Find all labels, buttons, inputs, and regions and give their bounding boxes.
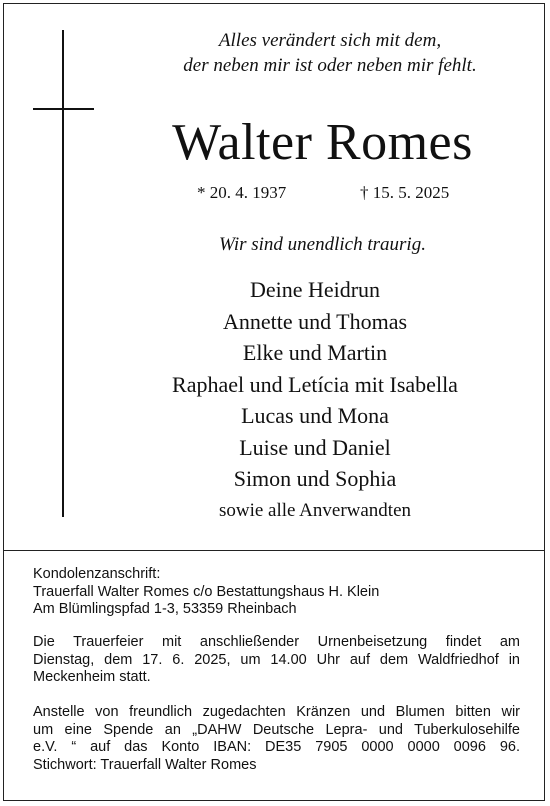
mourner-item: Simon und Sophia (233, 466, 397, 491)
mourner-item: Raphael und Letícia mit Isabella (172, 371, 458, 397)
birth-date: * 20. 4. 1937 (197, 183, 287, 202)
mourner-item-relatives: sowie alle Anverwandten (218, 499, 412, 521)
mourner-item: Elke und Martin (242, 340, 388, 365)
condolence-line-2: Am Blümlingspfad 1-3, 53359 Rheinbach (33, 601, 297, 617)
death-date: † 15. 5. 2025 (360, 183, 450, 202)
sorrow-line: Wir sind unendlich traurig. (219, 234, 426, 255)
mourner-item: Lucas und Mona (241, 403, 389, 428)
mourner-item: Luise und Daniel (239, 434, 391, 460)
donation-line-4: Stichwort: Trauerfall Walter Romes (33, 756, 257, 773)
donation-info (33, 704, 520, 774)
donation-line-1: Anstelle von freundlich zugedachten Kränzen und Blumen bitten wir (33, 704, 520, 720)
donation-line-2: um eine Spende an „DAHW Deutsche Lepra- und Tuberkulosehilfe (33, 721, 520, 738)
ceremony-line-2: Dienstag, dem 17. 6. 2025, um 14.00 Uhr auf dem Waldfriedhof in (33, 651, 520, 668)
mourner-item: Annette und Thomas (222, 308, 408, 334)
condolence-label: Kondolenzanschrift: (33, 566, 161, 582)
ceremony-info (33, 634, 520, 687)
quote (120, 28, 540, 78)
quote-line-1: Alles verändert sich mit dem, (218, 30, 442, 51)
cross-icon-horizontal (33, 108, 94, 110)
mourner-item: Deine Heidrun (249, 277, 381, 302)
ceremony-line-1: Die Trauerfeier mit anschließender Urnenbeisetzung findet am (33, 634, 520, 650)
section-divider (3, 550, 545, 551)
ceremony-line-3: Meckenheim statt. (33, 669, 151, 685)
quote-line-2: der neben mir ist oder neben mir fehlt. (183, 55, 477, 76)
cross-icon-vertical (62, 30, 64, 517)
donation-line-3: e.V. “ auf das Konto IBAN: DE35 7905 0000 0000 0096 96. (33, 739, 520, 755)
deceased-name: Walter Romes (172, 114, 473, 171)
mourners-list (80, 274, 550, 526)
condolence-address (33, 566, 520, 619)
condolence-line-1: Trauerfall Walter Romes c/o Bestattungshaus H. Klein (33, 583, 380, 600)
